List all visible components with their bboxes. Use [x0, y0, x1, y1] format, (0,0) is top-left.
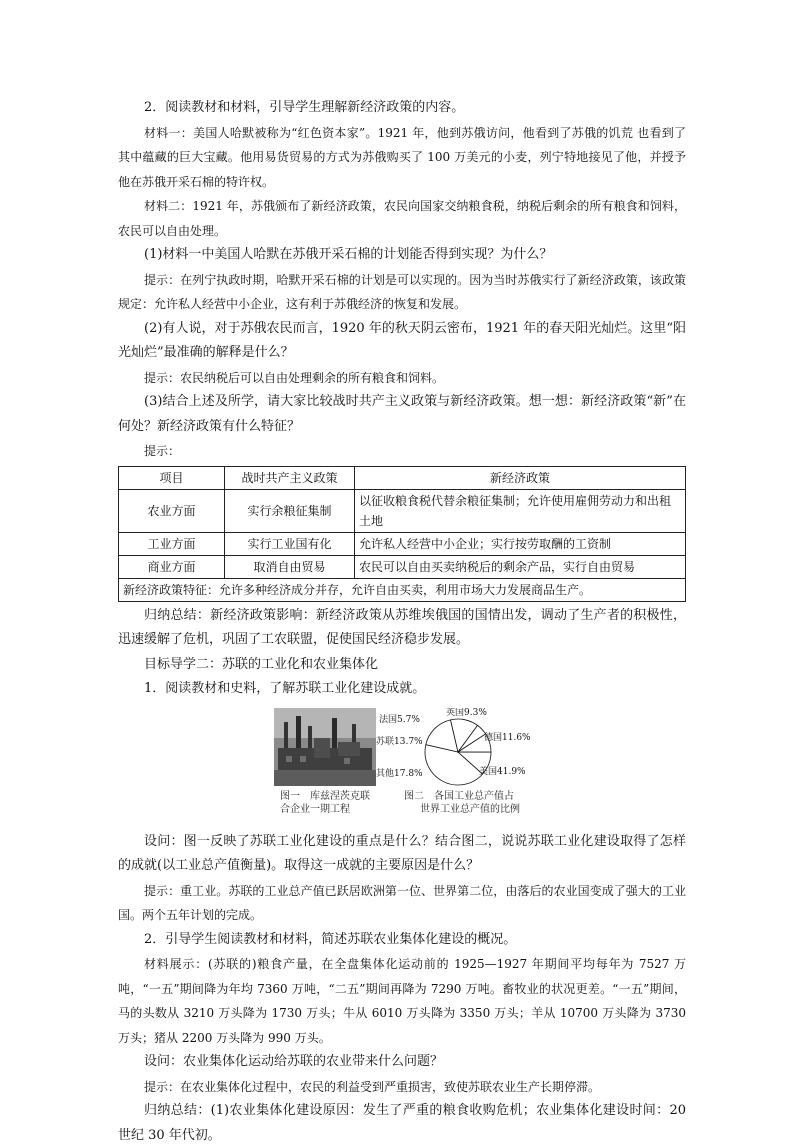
- material-3: 材料展示：(苏联的)粮食产量，在全盘集体化运动前的 1925—1927 年期间平均每年为 7527 万吨，“一五”期间降为年均 7360 万吨，“二五”期间再降为 7290 万吨。畜牧业的状况更差。“一五”期间，马的头数从 3210 万头降为 1730 万头；牛从 6010 万头降为 3350 万头；羊从 10700 万头降为 3730 万头；猪从 2200 万头降为 990 万头。: [118, 957, 686, 1045]
- question-2: (2)有人说，对于苏俄农民而言，1920 年的秋天阴云密布，1921 年的春天阳光灿烂。这里“阳光灿烂”最准确的解释是什么？: [118, 320, 686, 360]
- table-row: [119, 555, 686, 578]
- summary-1: 归纳总结：新经济政策影响：新经济政策从苏维埃俄国的国情出发，调动了生产者的积极性，迅速缓解了危机，巩固了工农联盟，促使国民经济稳步发展。: [118, 607, 686, 647]
- question-5: 设问：农业集体化运动给苏联的农业带来什么问题？: [144, 1054, 444, 1069]
- table-row: [119, 532, 686, 555]
- question-1: (1)材料一中美国人哈默在苏俄开采石棉的计划能否得到实现？为什么？: [144, 247, 553, 262]
- pie-label-germany: 德国11.6%: [484, 732, 531, 743]
- pie-label-other: 其他17.8%: [376, 768, 423, 779]
- figure-2-caption: 图二 各国工业总产值占 世界工业总产值的比例: [404, 790, 520, 815]
- table-header: 战时共产主义政策: [225, 466, 355, 489]
- material-2: 材料二：1921 年，苏俄颁布了新经济政策，农民向国家交纳粮食税，纳税后剩余的所有粮食和饲料，农民可以自由处理。: [118, 199, 686, 238]
- table-header: 项目: [119, 466, 225, 489]
- table-row: [119, 489, 686, 532]
- table-cell: 实行工业国有化: [225, 532, 355, 555]
- table-header: 新经济政策: [355, 466, 686, 489]
- table-cell: 农民可以自由买卖纳税后的剩余产品，实行自由贸易: [355, 555, 686, 578]
- figure-1-caption: 图一 库兹涅茨克联 合企业一期工程: [280, 790, 370, 815]
- table-cell: 实行余粮征集制: [225, 489, 355, 532]
- factory-photo: [274, 708, 376, 786]
- section-heading: 2．阅读教材和材料，引导学生理解新经济政策的内容。: [144, 100, 465, 115]
- answer-1: 提示：在列宁执政时期，哈默开采石棉的计划是可以实现的。因为当时苏俄实行了新经济政策，该政策规定：允许私人经营中小企业，这有利于苏俄经济的恢复和发展。: [118, 272, 686, 311]
- goal-heading-2: 目标导学二：苏联的工业化和农业集体化: [144, 656, 379, 672]
- table-cell: 农业方面: [119, 489, 225, 532]
- answer-5: 提示：在农业集体化过程中，农民的利益受到严重损害，致使苏联农业生产长期停滞。: [144, 1079, 601, 1094]
- table-cell: 以征收粮食税代替余粮征集制；允许使用雇佣劳动力和出租土地: [355, 489, 686, 532]
- table-cell: 允许私人经营中小企业；实行按劳取酬的工资制: [355, 532, 686, 555]
- material-1: 材料一：美国人哈默被称为“红色资本家”。1921 年，他到苏俄访问，他看到了苏俄的饥荒 也看到了其中蕴藏的巨大宝藏。他用易货贸易的方式为苏俄购买了 100 万美元的小麦，列宁特地接见了他，并授予他在苏俄开采石棉的特许权。: [118, 125, 686, 189]
- summary-2: 归纳总结：(1)农业集体化建设原因：发生了严重的粮食收购危机；农业集体化建设时间：20 世纪 30 年代初。: [118, 1103, 686, 1143]
- figures: [118, 708, 686, 826]
- document-page: [118, 96, 686, 1148]
- section-heading-2: 1．阅读教材和史料，了解苏联工业化建设成就。: [144, 681, 426, 696]
- question-4: 设问：图一反映了苏联工业化建设的重点是什么？结合图二，说说苏联工业化建设取得了怎样的成就(以工业总产值衡量)。取得这一成就的主要原因是什么？: [118, 833, 686, 873]
- table-cell: 商业方面: [119, 555, 225, 578]
- answer-3: 提示：: [144, 444, 181, 458]
- table-row: [119, 578, 686, 601]
- pie-label-ussr: 苏联13.7%: [376, 736, 423, 747]
- table-cell: 取消自由贸易: [225, 555, 355, 578]
- answer-4: 提示：重工业。苏联的工业总产值已跃居欧洲第一位、世界第二位，由落后的农业国变成了强大的工业国。两个五年计划的完成。: [118, 883, 686, 922]
- pie-label-usa: 美国41.9%: [479, 766, 526, 777]
- industrial-output-pie-chart: [376, 708, 546, 796]
- answer-2: 提示：农民纳税后可以自由处理剩余的所有粮食和饲料。: [144, 370, 445, 385]
- pie-label-uk: 英国9.3%: [446, 707, 487, 718]
- question-3: (3)结合上述及所学，请大家比较战时共产主义政策与新经济政策。想一想：新经济政策“新”在何处？新经济政策有什么特征？: [118, 394, 686, 434]
- table-feature-cell: 新经济政策特征：允许多种经济成分并存，允许自由买卖，利用市场大力发展商品生产。: [119, 578, 686, 601]
- policy-comparison-table: [118, 466, 686, 602]
- table-cell: 工业方面: [119, 532, 225, 555]
- factory-illustration: [274, 708, 376, 786]
- section-heading-3: 2．引导学生阅读教材和材料，简述苏联农业集体化建设的概况。: [144, 931, 517, 947]
- pie-label-france: 法国5.7%: [379, 714, 420, 725]
- table-header-row: [119, 466, 686, 489]
